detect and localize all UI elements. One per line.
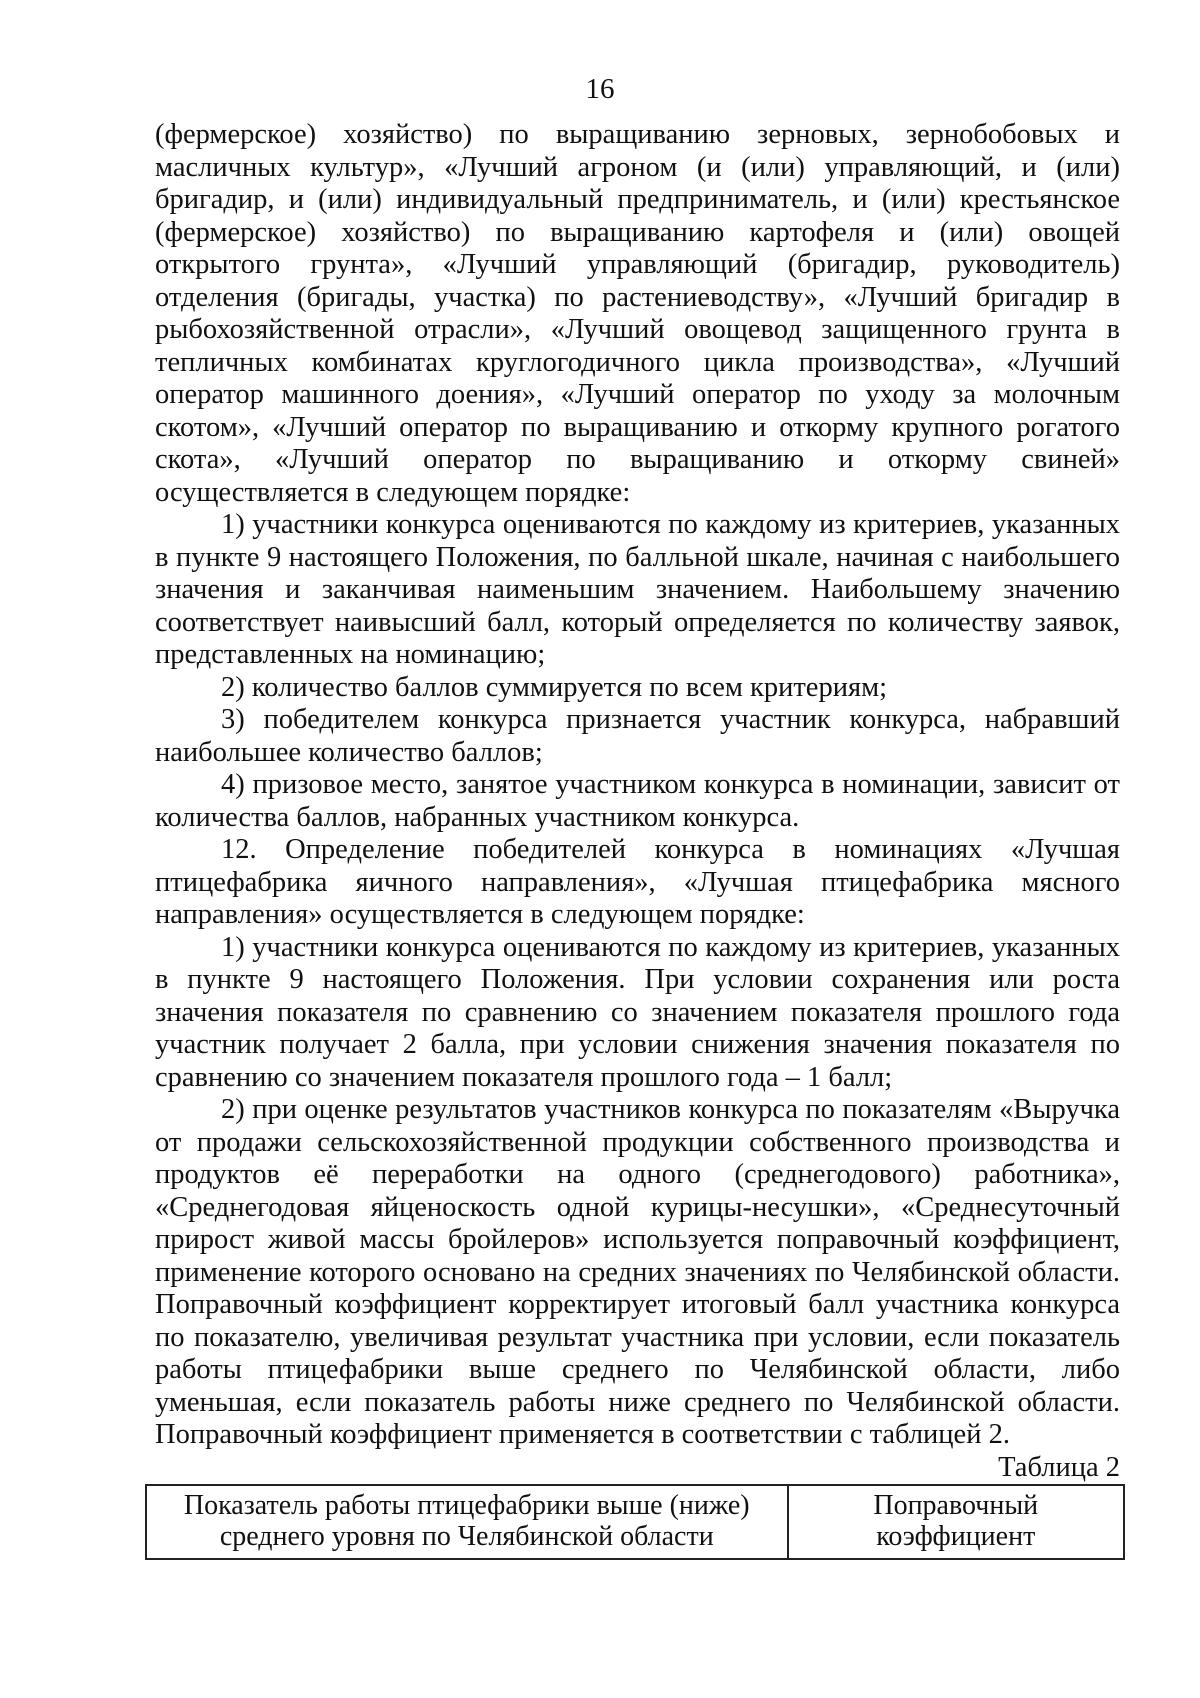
- paragraph: 2) количество баллов суммируется по всем критериям;: [221, 671, 888, 703]
- paragraph: 3) победителем конкурса признается участник конкурса, набравший наибольшее количество баллов;: [155, 704, 1120, 768]
- paragraph: 1) участники конкурса оцениваются по каждому из критериев, указанных в пункте 9 настоящего Положения, по балльной шкале, начиная с наибольшего значения и заканчивая наименьшим значением. Наибольшему значению соответствует наивысший балл, который определяется по количеству заявок, представленных на номинацию;: [155, 509, 1120, 670]
- correction-table: [145, 1484, 1125, 1560]
- table-header-indicator: Показатель работы птицефабрики выше (ниже) среднего уровня по Челябинской области: [146, 1485, 788, 1559]
- table-header-row: [146, 1485, 1124, 1559]
- table-header-coefficient: Поправочный коэффициент: [788, 1485, 1124, 1559]
- body-text: [155, 119, 1120, 1452]
- paragraph: (фермерское) хозяйство) по выращиванию зерновых, зернобобовых и масличных культур», «Лучший агроном (и (или) управляющий, и (или) бригадир, и (или) индивидуальный предприниматель, и (или) крестьянское (фермерское) хозяйство) по выращиванию картофеля и (или) овощей открытого грунта», «Лучший управляющий (бригадир, руководитель) отделения (бригады, участка) по растениеводству», «Лучший бригадир в рыбохозяйственной отрасли», «Лучший овощевод защищенного грунта в тепличных комбинатах круглогодичного цикла производства», «Лучший оператор машинного доения», «Лучший оператор по уходу за молочным скотом», «Лучший оператор по выращиванию и откорму крупного рогатого скота», «Лучший оператор по выращиванию и откорму свиней» осуществляется в следующем порядке:: [155, 119, 1120, 508]
- paragraph: 2) при оценке результатов участников конкурса по показателям «Выручка от продажи сельскохозяйственной продукции собственного производства и продуктов её переработки на одного (среднегодового) работника», «Среднегодовая яйценоскость одной курицы-несушки», «Среднесуточный прирост живой массы бройлеров» используется поправочный коэффициент, применение которого основано на средних значениях по Челябинской области. Поправочный коэффициент корректирует итоговый балл участника конкурса по показателю, увеличивая результат участника при условии, если показатель работы птицефабрики выше среднего по Челябинской области, либо уменьшая, если показатель работы ниже среднего по Челябинской области. Поправочный коэффициент применяется в соответствии с таблицей 2.: [155, 1094, 1120, 1450]
- paragraph: 4) призовое место, занятое участником конкурса в номинации, зависит от количества баллов, набранных участником конкурса.: [155, 769, 1120, 833]
- table-caption: Таблица 2: [998, 1452, 1120, 1483]
- paragraph: 1) участники конкурса оцениваются по каждому из критериев, указанных в пункте 9 настоящего Положения. При условии сохранения или роста значения показателя по сравнению со значением показателя прошлого года участник получает 2 балла, при условии снижения значения показателя по сравнению со значением показателя прошлого года – 1 балл;: [155, 931, 1120, 1093]
- page-number: 16: [585, 73, 615, 105]
- paragraph: 12. Определение победителей конкурса в номинациях «Лучшая птицефабрика яичного направления», «Лучшая птицефабрика мясного направления» осуществляется в следующем порядке:: [155, 834, 1120, 930]
